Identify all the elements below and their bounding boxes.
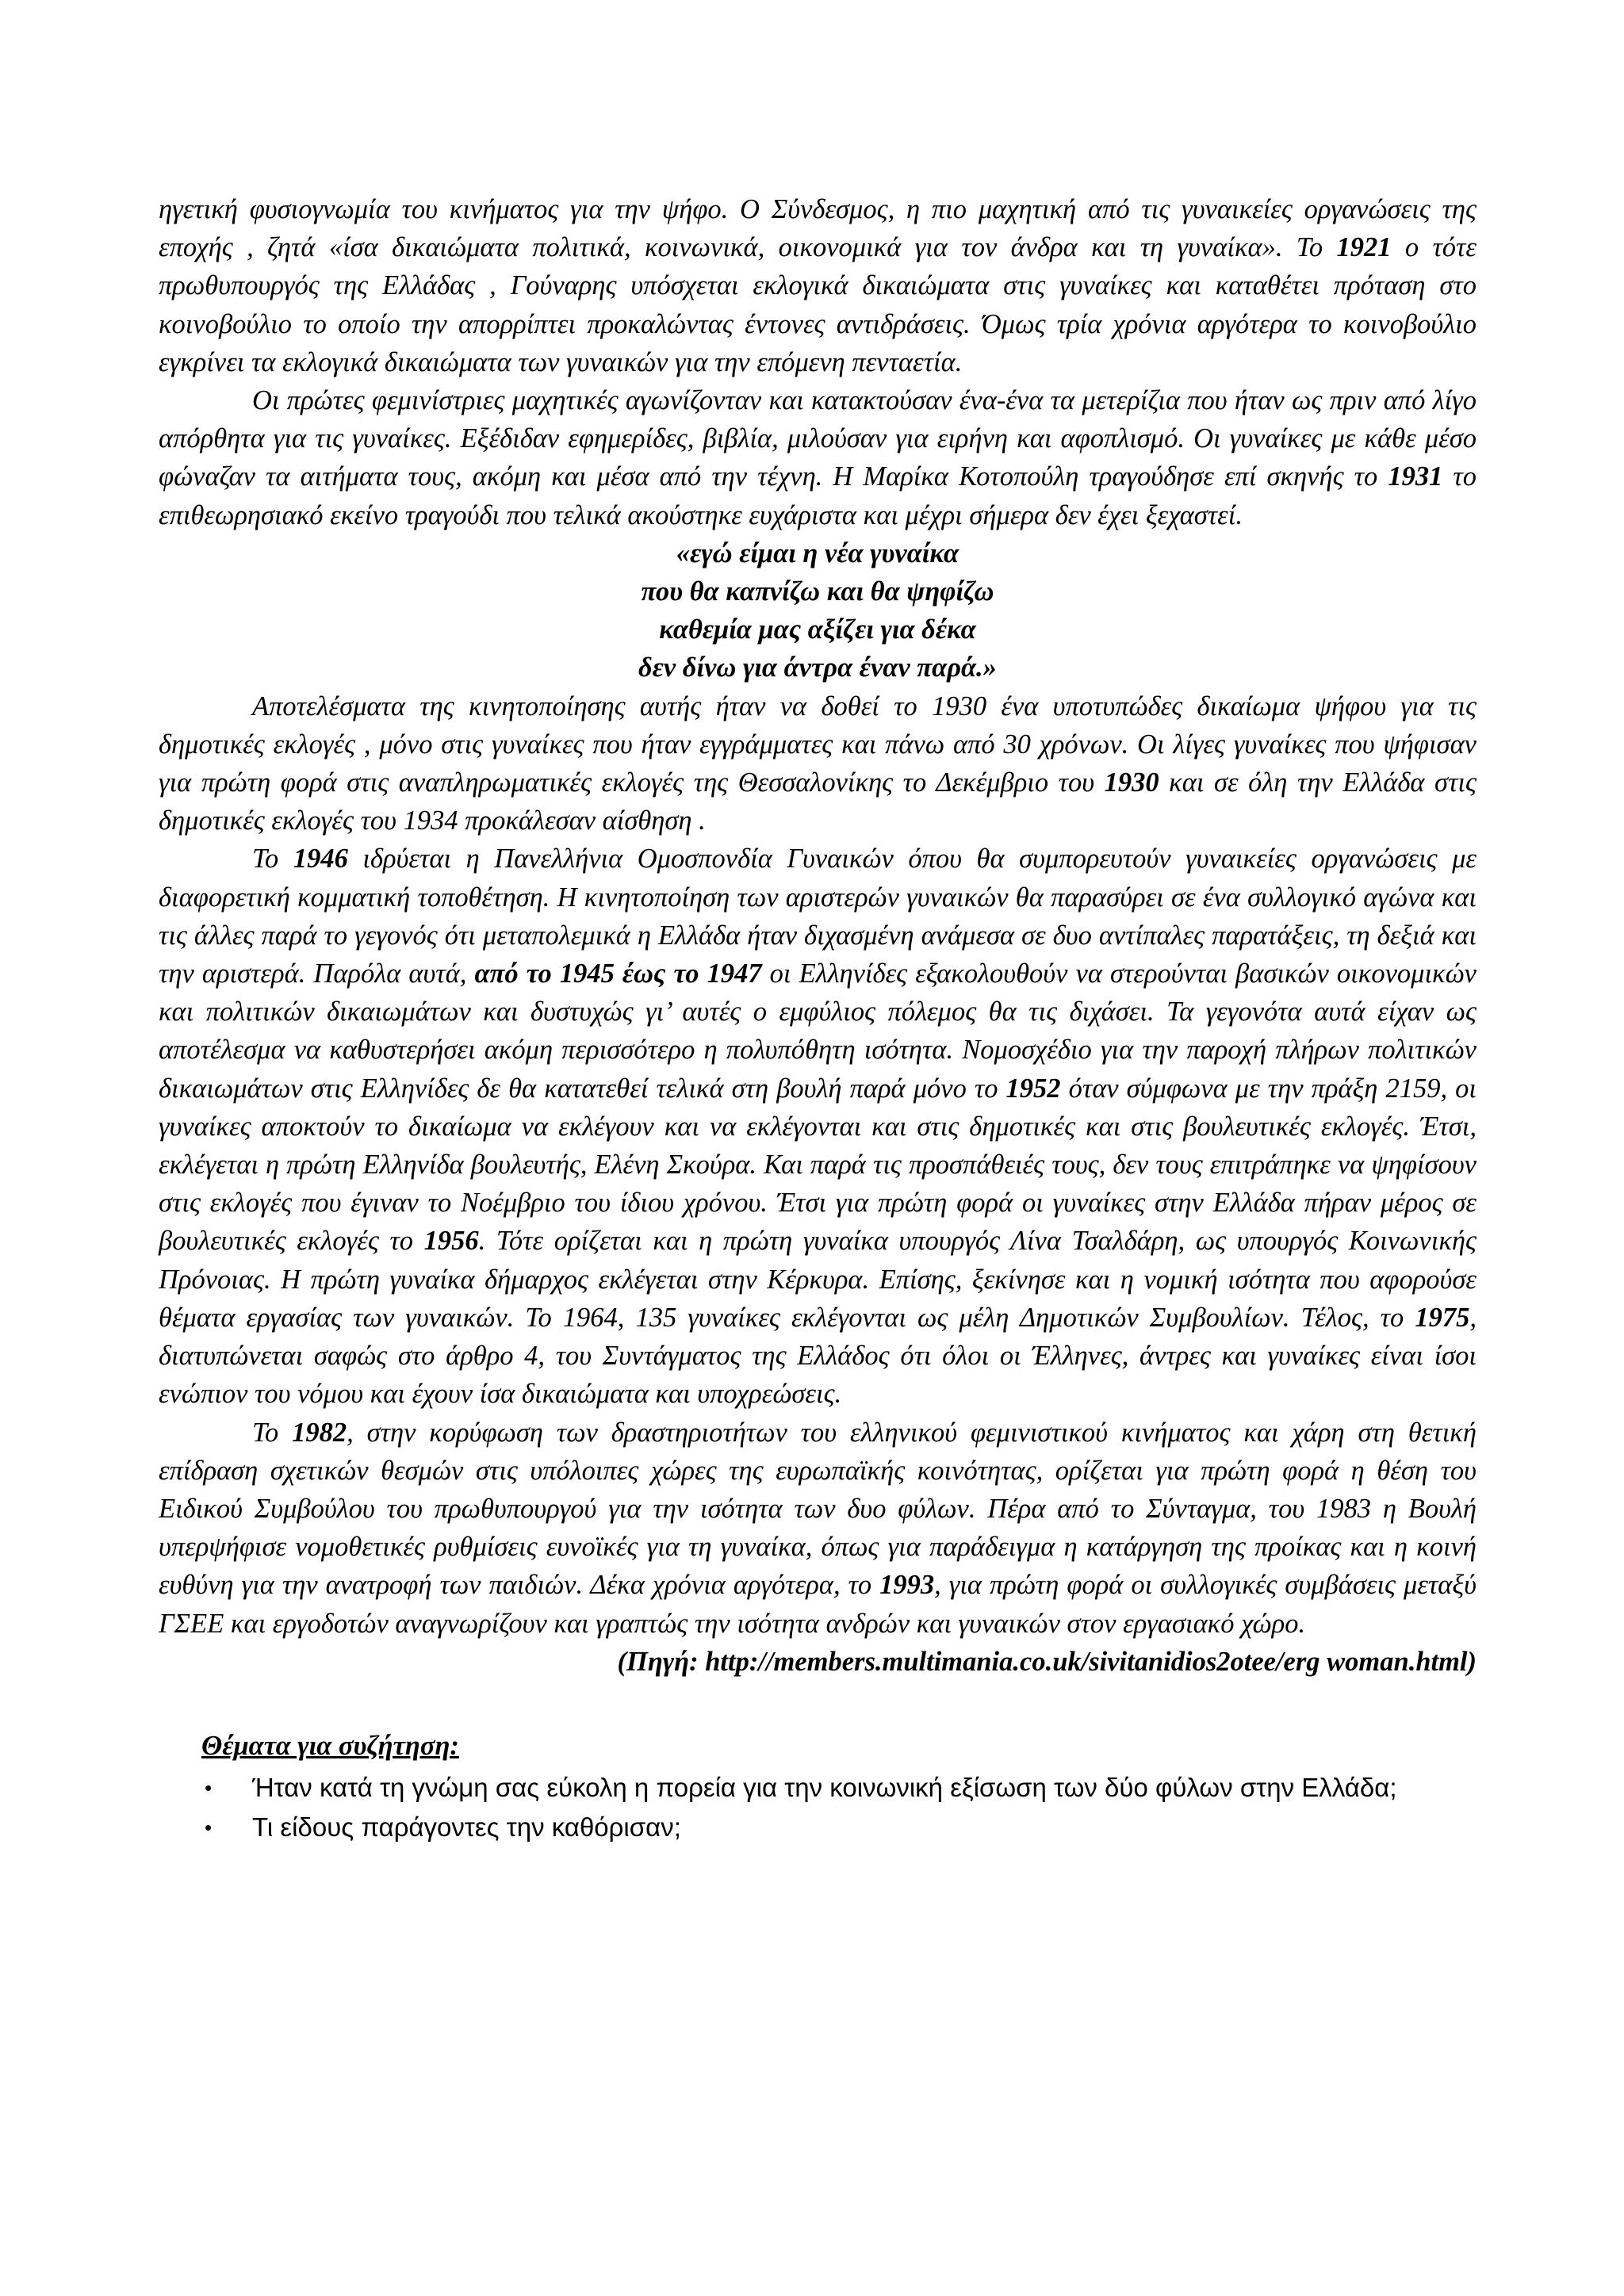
paragraph-4-text-2: ιδρύεται η Πανελλήνια Ομοσπονδία Γυναικών όπου θα συμπορευτούν γυναικείες οργανώσεις με διαφορετική κομματική τοποθέτηση. Η κινητοποίηση των αριστερών γυναικών θα παρασύρει σε ένα συλλογικό αγώνα και τις άλλες παρά το γεγονός ότι μεταπολεμικά η Ελλάδα ήταν διχασμένη ανάμεσα σε δυο αντίπαλες παρατάξεις, τη δεξιά και την αριστερά. Παρόλα αυτά,	[159, 844, 1477, 989]
paragraph-3	[159, 687, 1477, 840]
year-1952: 1952	[1005, 1073, 1061, 1104]
list-item	[159, 1770, 1477, 1806]
year-1931: 1931	[1388, 461, 1443, 492]
paragraph-4-text-6: , διατυπώνεται σαφώς στο άρθρο 4, του Συντάγματος της Ελλάδος ότι όλοι οι Έλληνες, άντρες και γυναίκες είναι ίσοι ενώπιον του νόμου και έχουν ίσα δικαιώματα και υποχρεώσεις.	[159, 1302, 1477, 1410]
year-1982: 1982	[292, 1417, 347, 1448]
paragraph-4-text-5: . Τότε ορίζεται και η πρώτη γυναίκα υπουργός Λίνα Τσαλδάρη, ως υπουργός Κοινωνικής Πρόνοιας. Η πρώτη γυναίκα δήμαρχος εκλέγεται στην Κέρκυρα. Επίσης, ξεκίνησε και η νομική ισότητα που αφορούσε θέματα εργασίας των γυναικών. Το 1964, 135 γυναίκες εκλέγονται ως μέλη Δημοτικών Συμβουλίων. Τέλος, το	[159, 1226, 1477, 1333]
year-1975: 1975	[1415, 1302, 1470, 1333]
paragraph-1-text-1: ηγετική φυσιογνωμία του κινήματος για την ψήφο. Ο Σύνδεσμος, η πιο μαχητική από τις γυναικείες οργανώσεις της εποχής , ζητά «ίσα δικαιώματα πολιτικά, κοινωνικά, οικονομικά για τον άνδρα και τη γυναίκα». Το	[159, 194, 1477, 263]
paragraph-5-text-1: Το	[252, 1417, 293, 1448]
verse-line-3: καθεμία μας αξίζει για δέκα	[659, 614, 976, 645]
paragraph-5	[159, 1414, 1477, 1643]
years-1945-1947: από το 1945 έως το 1947	[474, 959, 762, 989]
year-1921: 1921	[1336, 232, 1392, 263]
paragraph-4	[159, 840, 1477, 1413]
verse-line-2: που θα καπνίζω και θα ψηφίζω	[641, 576, 994, 607]
paragraph-2-text-2: το επιθεωρησιακό εκείνο τραγούδι που τελικά ακούστηκε ευχάριστα και μέχρι σήμερα δεν έχει ξεχαστεί.	[159, 461, 1477, 530]
list-item	[159, 1809, 1477, 1846]
paragraph-1-text-2: ο τότε πρωθυπουργός της Ελλάδας , Γούναρης υπόσχεται εκλογικά δικαιώματα στις γυναίκες και καταθέτει πρόταση στο κοινοβούλιο το οποίο την απορρίπτει προκαλώντας έντονες αντιδράσεις. Όμως τρία χρόνια αργότερα το κοινοβούλιο εγκρίνει τα εκλογικά δικαιώματα των γυναικών για την επόμενη πενταετία.	[159, 232, 1477, 377]
bullet-icon: •	[205, 1775, 213, 1800]
paragraph-2	[159, 381, 1477, 534]
document-page	[159, 190, 1477, 1849]
paragraphs-before-verse	[159, 190, 1477, 534]
source-citation: (Πηγή: http://members.multimania.co.uk/sivitanidios2otee/erg woman.html)	[617, 1646, 1477, 1677]
paragraph-3-text-2: και σε όλη την Ελλάδα στις δημοτικές εκλογές του 1934 προκάλεσαν αίσθηση .	[159, 767, 1477, 836]
paragraph-2-text-1: Οι πρώτες φεμινίστριες μαχητικές αγωνίζονταν και κατακτούσαν ένα-ένα τα μετερίζια που ήταν ως πριν από λίγο απόρθητα για τις γυναίκες. Εξέδιδαν εφημερίδες, βιβλία, μιλούσαν για ειρήνη και αφοπλισμό. Οι γυναίκες με κάθε μέσο φώναζαν τα αιτήματα τους, ακόμη και μέσα από την τέχνη. Η Μαρίκα Κοτοπούλη τραγούδησε επί σκηνής το	[159, 385, 1477, 492]
paragraph-4-text-1: Το	[252, 844, 293, 874]
discussion-topics-heading: Θέματα για συζήτηση:	[201, 1730, 459, 1761]
discussion-topics-list	[159, 1770, 1477, 1846]
bullet-icon: •	[205, 1815, 213, 1839]
song-verse	[159, 534, 1477, 687]
paragraph-3-text-1: Αποτελέσματα της κινητοποίησης αυτής ήταν να δοθεί το 1930 ένα υποτυπώδες δικαίωμα ψήφου για τις δημοτικές εκλογές , μόνο στις γυναίκες που ήταν εγγράμματες και πάνω από 30 χρόνων. Οι λίγες γυναίκες που ψήφισαν για πρώτη φορά στις αναπληρωματικές εκλογές της Θεσσαλονίκης το Δεκέμβριο του	[159, 691, 1477, 798]
year-1956: 1956	[423, 1226, 479, 1257]
year-1946: 1946	[293, 844, 348, 874]
paragraphs-after-verse	[159, 687, 1477, 1643]
paragraph-4-text-3: οι Ελληνίδες εξακολουθούν να στερούνται βασικών οικονομικών και πολιτικών δικαιωμάτων και δυστυχώς γι’ αυτές ο εμφύλιος πόλεμος θα τις διχάσει. Τα γεγονότα αυτά είχαν ως αποτέλεσμα να καθυστερήσει ακόμη περισσότερο η πολυπόθητη ισότητα. Νομοσχέδιο για την παροχή πλήρων πολιτικών δικαιωμάτων στις Ελληνίδες δε θα κατατεθεί τελικά στη βουλή παρά μόνο το	[159, 959, 1477, 1104]
paragraph-5-text-2: , στην κορύφωση των δραστηριοτήτων του ελληνικού φεμινιστικού κινήματος και χάρη στη θετική επίδραση σχετικών θεσμών στις υπόλοιπες χώρες της ευρωπαϊκής κοινότητας, ορίζεται για πρώτη φορά η θέση του Ειδικού Συμβούλου του πρωθυπουργού για την ισότητα των δυο φύλων. Πέρα από το Σύνταγμα, του 1983 η Βουλή υπερψήφισε νομοθετικές ρυθμίσεις ευνοϊκές για τη γυναίκα, όπως για παράδειγμα η κατάργηση της προίκας και η κοινή ευθύνη για την ανατροφή των παιδιών. Δέκα χρόνια αργότερα, το	[159, 1417, 1477, 1601]
paragraph-4-text-4: όταν σύμφωνα με την πράξη 2159, οι γυναίκες αποκτούν το δικαίωμα να εκλέγουν και να εκλέγονται και στις δημοτικές και στις βουλευτικές εκλογές. Έτσι, εκλέγεται η πρώτη Ελληνίδα βουλευτής, Ελένη Σκούρα. Και παρά τις προσπάθειές τους, δεν τους επιτράπηκε να ψηφίσουν στις εκλογές που έγιναν το Νοέμβριο του ίδιου χρόνου. Έτσι για πρώτη φορά οι γυναίκες στην Ελλάδα πήραν μέρος σε βουλευτικές εκλογές το	[159, 1073, 1477, 1257]
paragraph-1	[159, 190, 1477, 381]
year-1930: 1930	[1104, 767, 1159, 798]
paragraph-5-text-3: , για πρώτη φορά οι συλλογικές συμβάσεις μεταξύ ΓΣΕΕ και εργοδοτών αναγνωρίζουν και γραπτώς την ισότητα ανδρών και γυναικών στον εργασιακό χώρο.	[159, 1570, 1477, 1639]
verse-line-4: δεν δίνω για άντρα έναν παρά.»	[638, 652, 997, 683]
topic-1-text: Ήταν κατά τη γνώμη σας εύκολη η πορεία για την κοινωνική εξίσωση των δύο φύλων στην Ελλάδα;	[252, 1772, 1397, 1802]
topic-2-text: Τι είδους παράγοντες την καθόρισαν;	[252, 1812, 681, 1842]
year-1993: 1993	[879, 1570, 935, 1601]
verse-line-1: «εγώ είμαι η νέα γυναίκα	[676, 538, 959, 568]
